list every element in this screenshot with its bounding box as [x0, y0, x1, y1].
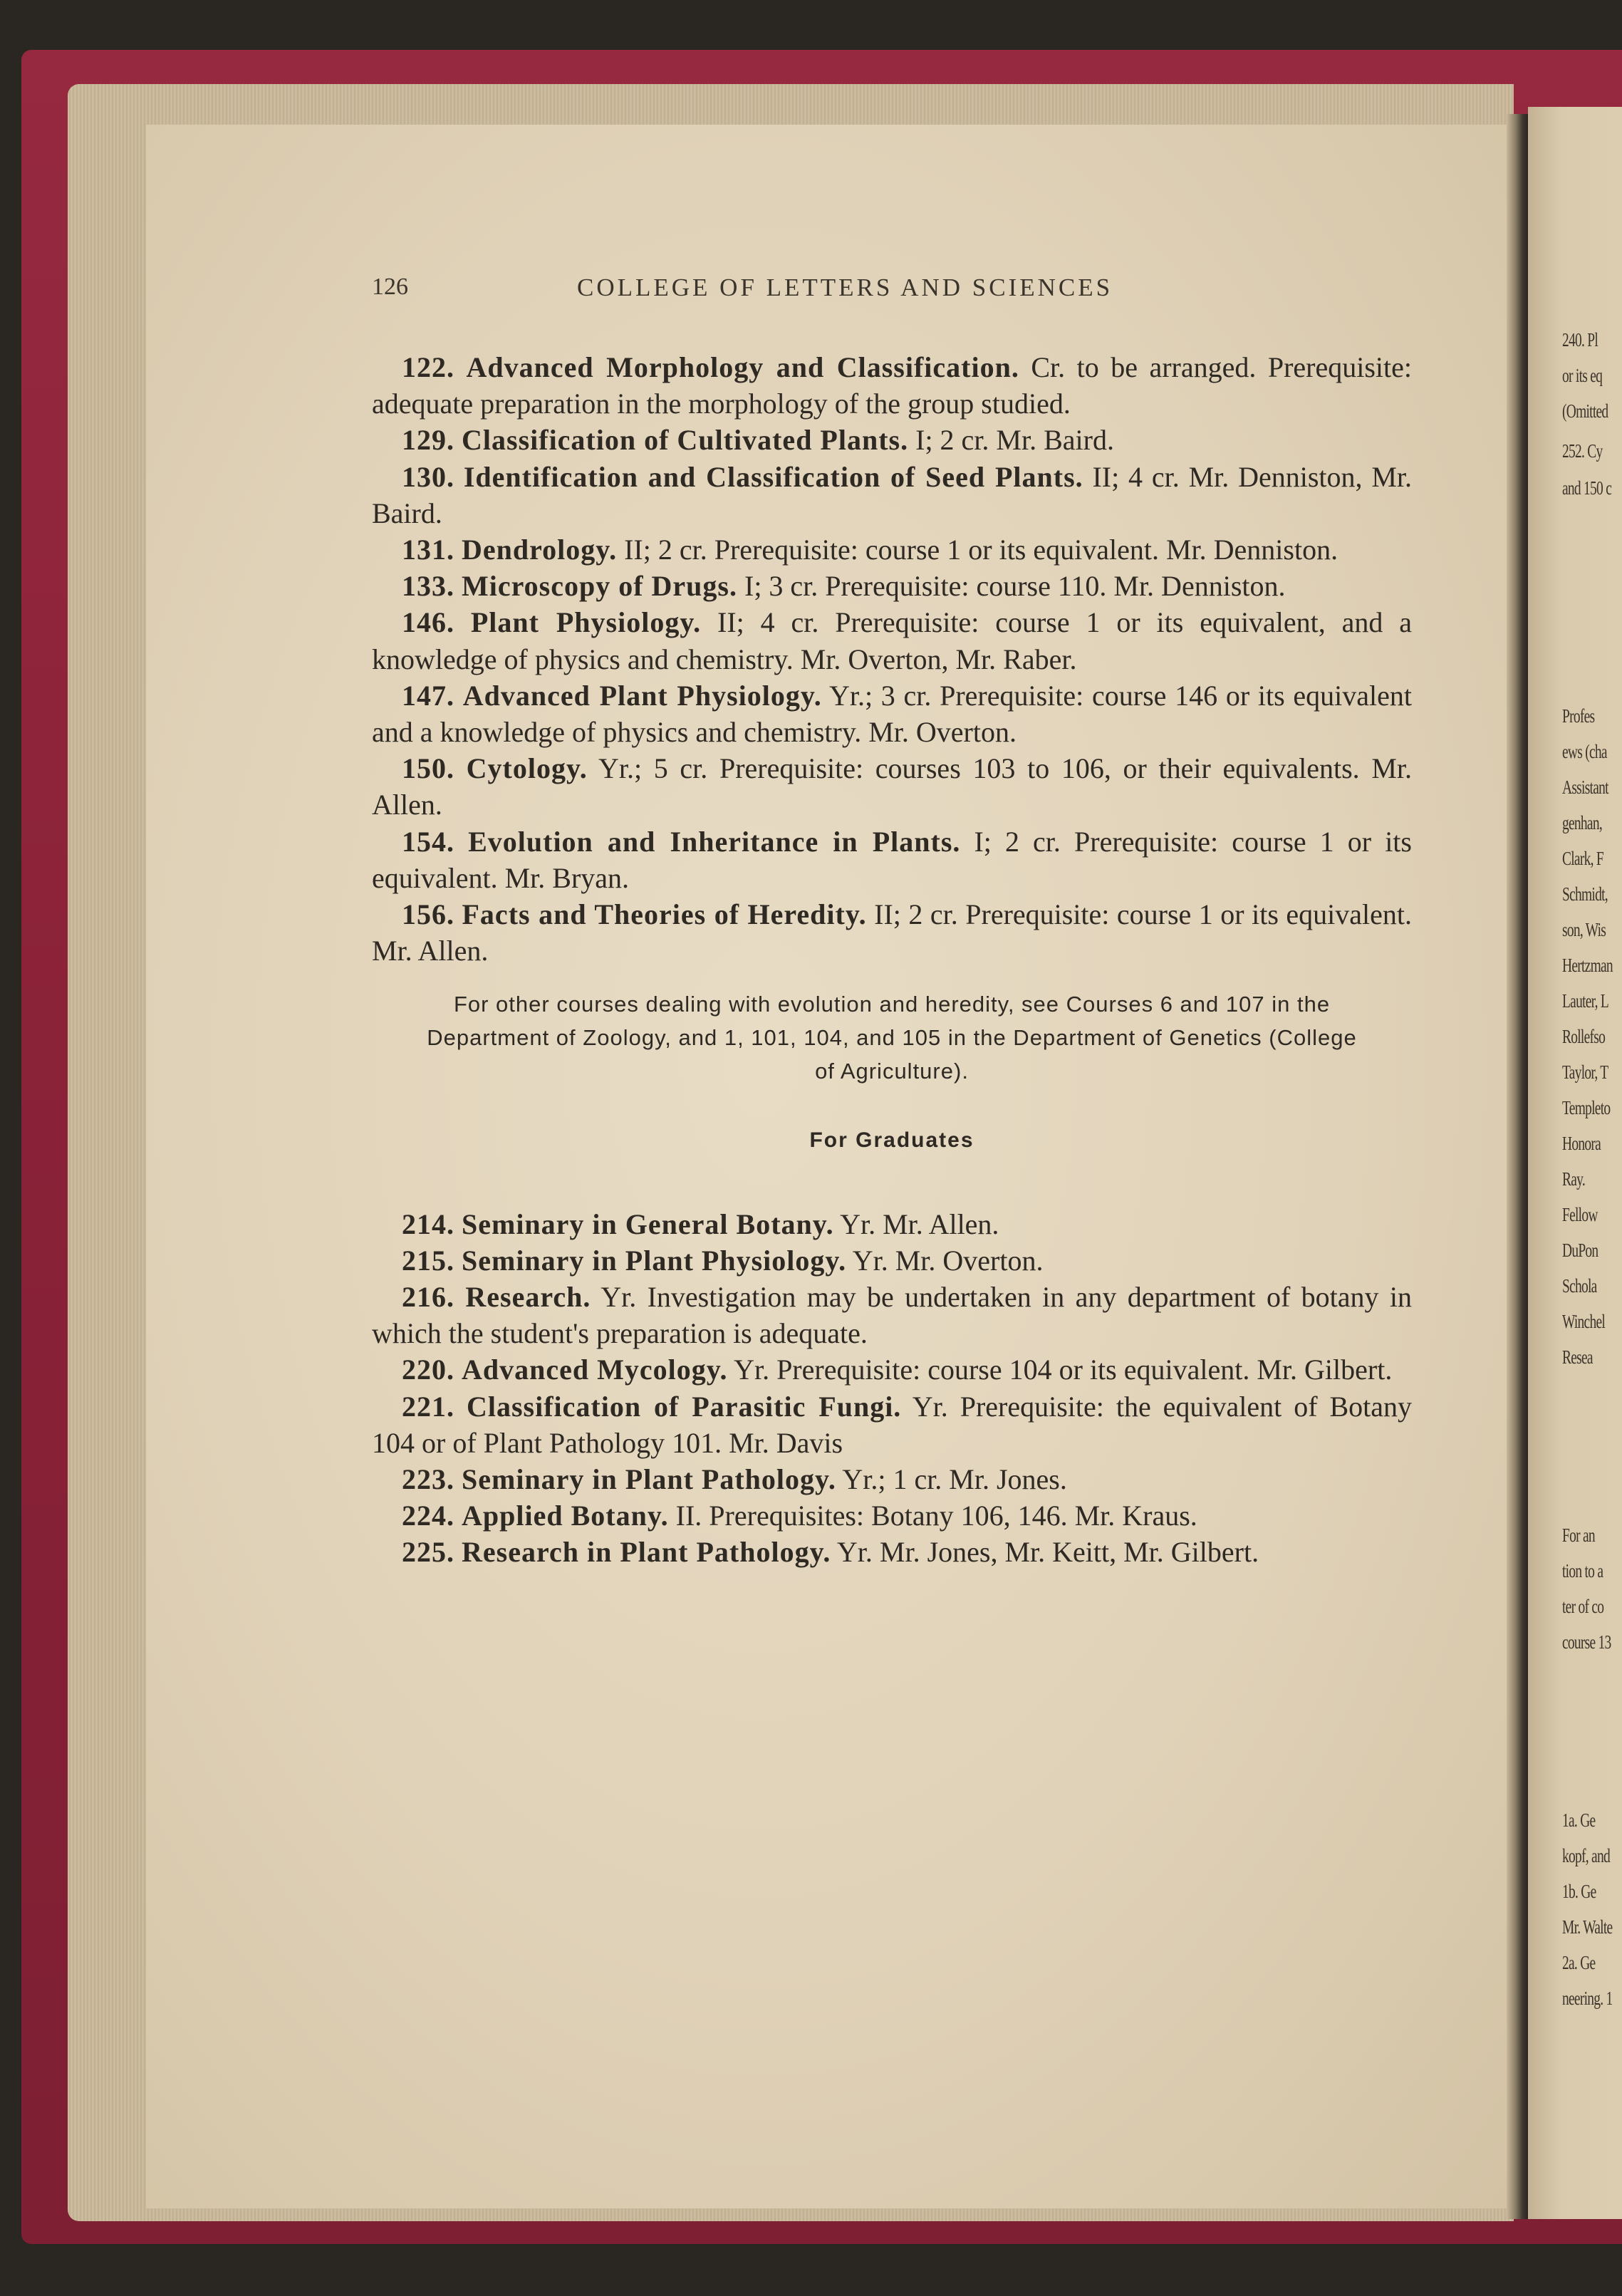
facing-page-fragment: ter of co [1562, 1596, 1604, 1617]
running-title: COLLEGE OF LETTERS AND SCIENCES [577, 274, 1113, 301]
course-details: Yr. Investigation may be undertaken in any department of botany in which the student's preparation is adequate. [372, 1281, 1413, 1350]
course-number: 223. [402, 1463, 454, 1496]
facing-page-fragment: For an [1562, 1524, 1595, 1546]
course-title: Applied Botany. [462, 1500, 669, 1532]
course-number: 122. [402, 351, 454, 383]
course-number: 156. [402, 898, 454, 931]
course-entry [372, 1242, 1412, 1279]
course-title: Advanced Mycology. [462, 1354, 728, 1386]
facing-page-edge [1528, 107, 1622, 2219]
facing-page-fragment: Hertzman [1562, 955, 1613, 976]
course-title: Plant Physiology. [470, 606, 702, 639]
course-details: I; 3 cr. Prerequisite: course 110. Mr. Denniston. [744, 570, 1286, 603]
book-gutter [1507, 114, 1528, 2219]
course-title: Advanced Plant Physiology. [462, 679, 822, 712]
course-entry [372, 1461, 1412, 1497]
undergraduate-courses [372, 349, 1412, 969]
course-details: Yr. Mr. Overton. [852, 1244, 1044, 1277]
page-number: 126 [372, 274, 408, 300]
course-details: II; 2 cr. Prerequisite: course 1 or its equivalent. Mr. Denniston. [624, 534, 1338, 566]
facing-page-fragment: Taylor, T [1562, 1061, 1608, 1083]
course-entry [372, 1497, 1412, 1534]
graduate-courses [372, 1206, 1412, 1571]
course-details: Yr. Prerequisite: the equivalent of Botany 104 or of Plant Pathology 101. Mr. Davis [372, 1390, 1413, 1459]
facing-page-fragment: 240. Pl [1562, 329, 1598, 350]
course-entry [372, 531, 1412, 568]
course-entry [372, 1206, 1412, 1242]
course-number: 224. [402, 1500, 454, 1532]
facing-page-fragment: neering. 1 [1562, 1988, 1613, 2009]
course-details: Cr. to be arranged. Prerequisite: adequate preparation in the morphology of the group studied. [372, 351, 1413, 420]
course-title: Seminary in Plant Pathology. [462, 1463, 836, 1496]
course-details: Yr. Prerequisite: course 104 or its equivalent. Mr. Gilbert. [734, 1354, 1393, 1386]
facing-page-fragment: 252. Cy [1562, 440, 1603, 462]
course-title: Identification and Classification of Seed Plants. [463, 460, 1083, 493]
facing-page-fragment: Schmidt, [1562, 883, 1608, 905]
course-number: 215. [402, 1244, 454, 1277]
facing-page-fragment: Lauter, L [1562, 990, 1609, 1012]
course-entry [372, 568, 1412, 604]
course-details: II. Prerequisites: Botany 106, 146. Mr. Kraus. [675, 1500, 1197, 1532]
course-details: Yr.; 3 cr. Prerequisite: course 146 or its equivalent and a knowledge of physics and chemistry. Mr. Overton. [372, 679, 1413, 749]
course-number: 129. [402, 424, 454, 457]
facing-page-fragment: Ray. [1562, 1168, 1586, 1190]
course-number: 146. [402, 606, 454, 639]
course-entry [372, 1351, 1412, 1388]
facing-page-fragment: 1a. Ge [1562, 1809, 1596, 1831]
course-details: I; 2 cr. Prerequisite: course 1 or its equivalent. Mr. Bryan. [372, 825, 1412, 894]
facing-page-fragment: Rollefso [1562, 1026, 1606, 1047]
course-entry [372, 750, 1412, 823]
facing-page-fragment: Profes [1562, 705, 1595, 727]
graduates-heading: For Graduates [809, 1128, 974, 1153]
course-title: Classification of Cultivated Plants. [462, 424, 909, 457]
facing-page-fragment: ews (cha [1562, 741, 1607, 762]
course-title: Cytology. [466, 752, 588, 785]
facing-page-fragment: Resea [1562, 1346, 1593, 1368]
course-details: II; 2 cr. Prerequisite: course 1 or its equivalent. Mr. Allen. [372, 898, 1413, 967]
facing-page-fragment: and 150 c [1562, 477, 1612, 499]
course-details: Yr.; 5 cr. Prerequisite: courses 103 to 106, or their equivalents. Mr. Allen. [372, 752, 1413, 821]
facing-page-fragment: Honora [1562, 1133, 1601, 1154]
facing-page-fragment: Clark, F [1562, 848, 1603, 869]
facing-page-fragment: Templeto [1562, 1097, 1611, 1118]
course-number: 216. [402, 1281, 454, 1314]
facing-page-fragment: Fellow [1562, 1204, 1598, 1225]
running-head [0, 272, 1368, 315]
facing-page-fragment: course 13 [1562, 1631, 1611, 1653]
course-title: Seminary in Plant Physiology. [462, 1244, 847, 1277]
course-title: Research in Plant Pathology. [462, 1536, 831, 1569]
course-entry [372, 1388, 1412, 1461]
course-number: 214. [402, 1207, 454, 1240]
course-number: 133. [402, 570, 454, 603]
course-details: II; 4 cr. Mr. Denniston, Mr. Baird. [372, 460, 1413, 529]
course-details: Yr.; 1 cr. Mr. Jones. [842, 1463, 1067, 1496]
facing-page-fragment: son, Wis [1562, 919, 1606, 940]
course-number: 221. [402, 1390, 454, 1423]
course-title: Research. [465, 1281, 591, 1314]
course-entry [372, 349, 1412, 422]
course-number: 130. [402, 460, 454, 493]
facing-page-fragment: Winchel [1562, 1311, 1606, 1332]
facing-page-fragment: Assistant [1562, 776, 1608, 798]
course-entry [372, 677, 1412, 750]
course-entry [372, 824, 1412, 896]
facing-page-fragment: Mr. Walte [1562, 1916, 1613, 1938]
course-number: 131. [402, 534, 454, 566]
course-title: Microscopy of Drugs. [462, 570, 737, 603]
course-number: 147. [402, 679, 454, 712]
facing-page-fragment: kopf, and [1562, 1845, 1610, 1866]
course-title: Advanced Morphology and Classification. [466, 351, 1019, 383]
facing-page-fragment: (Omitted [1562, 400, 1608, 422]
course-entry [372, 1279, 1412, 1351]
course-entry [372, 459, 1412, 531]
facing-page-fragment: 1b. Ge [1562, 1881, 1596, 1902]
course-title: Classification of Parasitic Fungi. [466, 1390, 902, 1423]
course-details: II; 4 cr. Prerequisite: course 1 or its equivalent, and a knowledge of physics and chemistry. Mr. Overton, Mr. Raber. [372, 606, 1413, 675]
course-number: 150. [402, 752, 454, 785]
facing-page-fragment: or its eq [1562, 365, 1603, 386]
facing-page-fragment: Schola [1562, 1275, 1597, 1297]
course-title: Evolution and Inheritance in Plants. [468, 825, 961, 858]
course-entry [372, 1534, 1412, 1570]
course-details: Yr. Mr. Jones, Mr. Keitt, Mr. Gilbert. [836, 1536, 1259, 1569]
facing-page-fragment: tion to a [1562, 1560, 1603, 1581]
facing-page-fragment: 2a. Ge [1562, 1952, 1596, 1973]
course-number: 225. [402, 1536, 454, 1569]
course-title: Seminary in General Botany. [462, 1207, 834, 1240]
course-details: I; 2 cr. Mr. Baird. [915, 424, 1114, 457]
facing-page-fragment: DuPon [1562, 1240, 1598, 1261]
course-entry [372, 604, 1412, 677]
course-number: 154. [402, 825, 454, 858]
course-entry [372, 896, 1412, 969]
facing-page-fragment: genhan, [1562, 812, 1602, 833]
course-details: Yr. Mr. Allen. [840, 1207, 999, 1240]
course-title: Facts and Theories of Heredity. [462, 898, 867, 931]
course-number: 220. [402, 1354, 454, 1386]
course-entry [372, 422, 1412, 458]
cross-reference-note: For other courses dealing with evolution and heredity, see Courses 6 and 107 in the Department of Zoology, and 1, 101, 104, and 105 in the Department of Genetics (College of Agriculture). [427, 992, 1357, 1084]
course-listing [372, 349, 1412, 1571]
course-title: Dendrology. [462, 534, 618, 566]
